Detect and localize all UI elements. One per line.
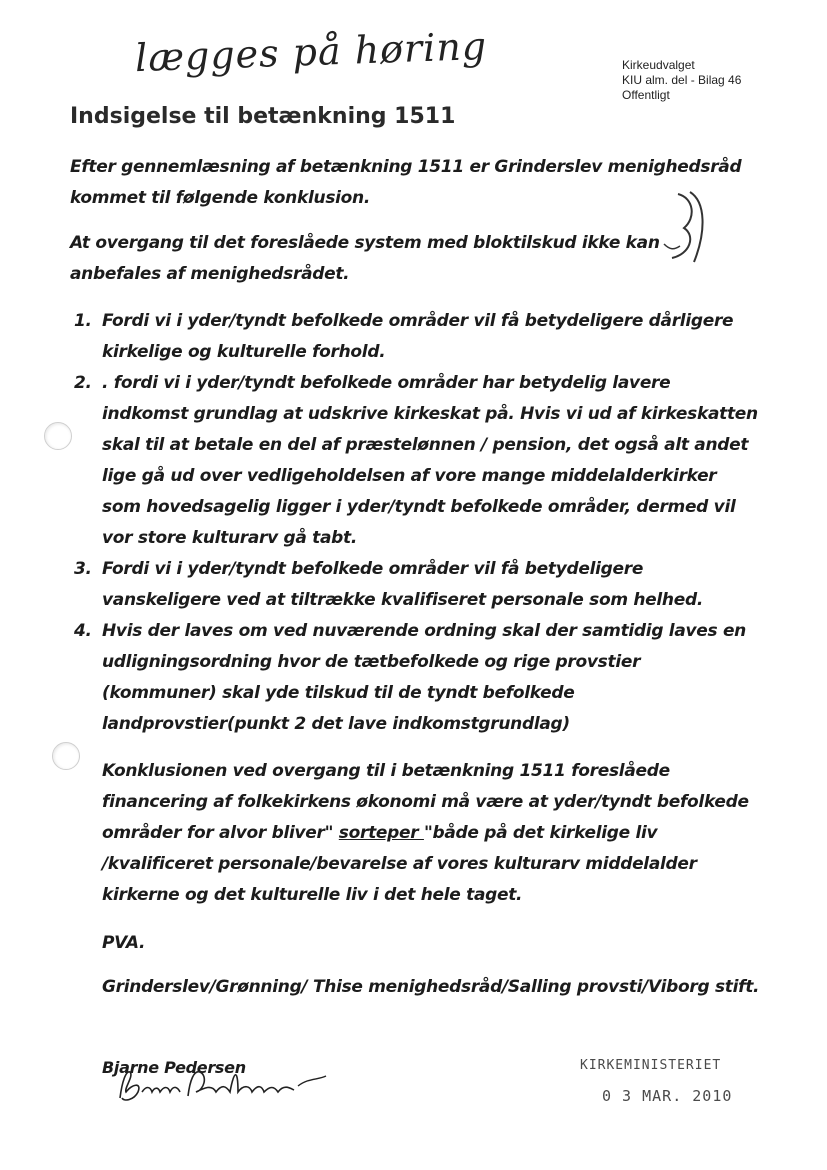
list-item [70,554,760,616]
list-item [70,306,760,368]
conclusion-text-start: Konklusionen ved overgang til i betænkning 1511 foreslåede financering af folkekirkens økonomi må være at yder/tyndt befolkede områder for alvor bliver" [102,761,749,843]
punch-hole [44,422,72,450]
point-text: Fordi vi i yder/tyndt befolkede områder vil få betydeligere vanskeligere ved at tiltrække kvalifiseret personale som helhed. [102,559,703,610]
conclusion-paragraph [102,756,762,911]
point-number: 1. [74,311,92,331]
handwritten-bracket-mark [650,188,710,268]
received-stamp-date: 0 3 MAR. 2010 [602,1087,733,1105]
point-number: 3. [74,559,92,579]
filing-stamp-reference: KIU alm. del - Bilag 46 [622,73,742,87]
handwritten-note: lægges på høring [134,23,488,81]
signer-name: Bjarne Pedersen [102,1058,246,1077]
received-stamp [580,1058,732,1105]
list-item [70,368,760,554]
point-text: . fordi vi i yder/tyndt befolkede områder har betydelig lavere indkomst grundlag at udskrive kirkeskat på. Hvis vi ud af kirkeskatten skal til at betale en del af præstelønnen / pension, det også alt andet lige gå ud over vedligeholdelsen af vore mange middelalderkirker som hovedsagelig ligger i yder/tyndt befolkede områder, dermed vil vor store kulturarv gå tabt. [102,373,758,548]
point-number: 4. [74,621,92,641]
punch-hole [52,742,80,770]
recommendation-paragraph: At overgang til det foreslåede system med bloktilskud ikke kan anbefales af menighedsrådet. [70,233,660,284]
conclusion-underlined-term: sorteper [338,823,424,843]
filing-stamp-status: Offentligt [622,88,670,102]
point-number: 2. [74,373,92,393]
point-text: Hvis der laves om ved nuværende ordning skal der samtidig laves en udligningsordning hvor de tætbefolkede og rige provstier (kommuner) skal yde tilskud til de tyndt befolkede landprovstier(punkt 2 det lave indkomstgrundlag) [102,621,746,734]
objection-points-list [70,306,760,740]
handwritten-signature [112,1062,342,1112]
filing-stamp [622,58,741,103]
pva-label: PVA. [102,933,146,953]
received-stamp-org: KIRKEMINISTERIET [580,1058,722,1073]
filing-stamp-committee: Kirkeudvalget [622,58,695,72]
signoff-organizations: Grinderslev/Grønning/ Thise menighedsråd/Salling provsti/Viborg stift. [102,977,760,997]
document-title: Indsigelse til betænkning 1511 [70,104,456,129]
list-item [70,616,760,740]
point-text: Fordi vi i yder/tyndt befolkede områder vil få betydeligere dårligere kirkelige og kulturelle forhold. [102,311,734,362]
intro-paragraph: Efter gennemlæsning af betænkning 1511 er Grinderslev menighedsråd kommet til følgende konklusion. [70,157,742,208]
conclusion-text-end: "både på det kirkelige liv /kvalificeret personale/bevarelse af vores kulturarv middelalder kirkerne og det kulturelle liv i det hele taget. [102,823,697,905]
